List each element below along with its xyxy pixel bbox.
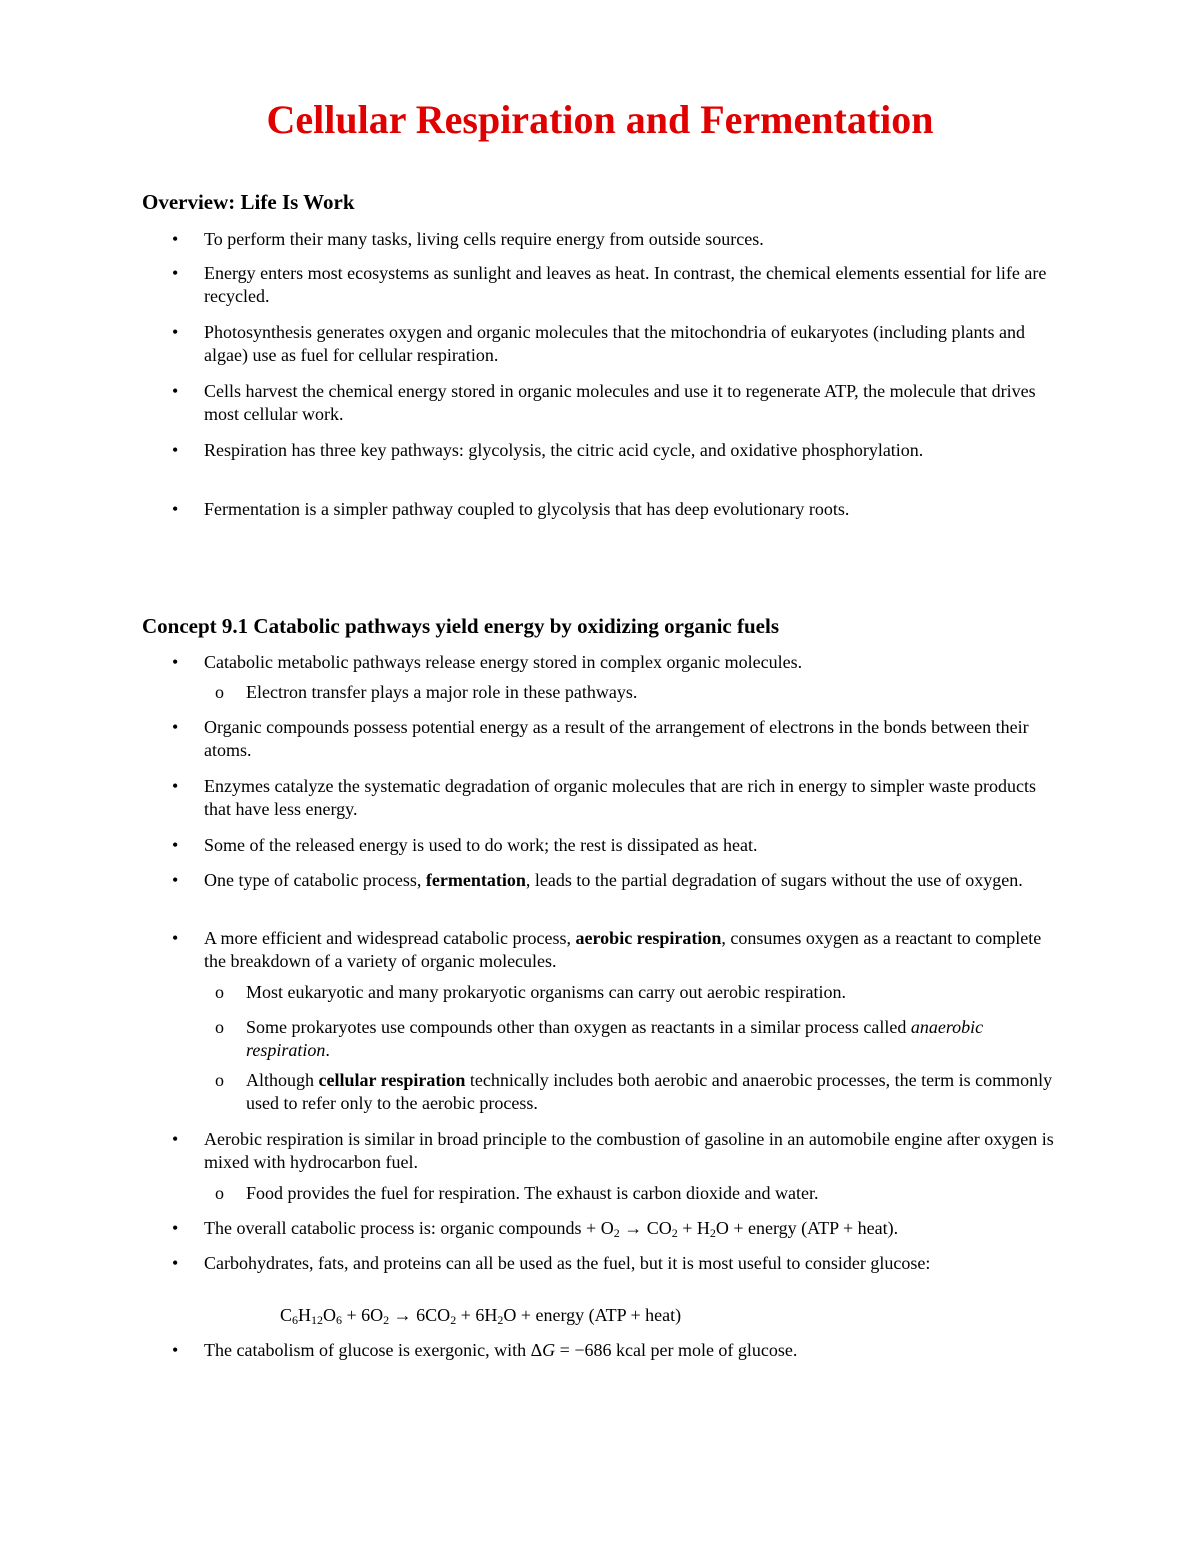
subscript: 2	[671, 1226, 678, 1240]
text-run: Some prokaryotes use compounds other than oxygen as reactants in a similar process called	[246, 1017, 911, 1037]
sub-bullet-icon: o	[215, 982, 224, 1002]
bullet-icon: •	[172, 835, 179, 855]
list-item: Aerobic respiration is similar in broad principle to the combustion of gasoline in an automobile engine after oxygen is mixed with hydrocarbon fuel.	[204, 1129, 1054, 1172]
list-item: To perform their many tasks, living cells require energy from outside sources.	[204, 229, 764, 249]
text-run: + 6H	[456, 1305, 498, 1325]
bullet-icon: •	[172, 717, 179, 737]
text-run: .	[325, 1040, 330, 1060]
subscript: 12	[311, 1313, 324, 1327]
list-item	[204, 869, 1064, 892]
bullet-icon: •	[172, 440, 179, 460]
term-anaerobic-respiration: anaerobic respiration	[246, 1017, 984, 1060]
list-item: Catabolic metabolic pathways release energy stored in complex organic molecules.	[204, 652, 803, 672]
text-run: = −686 kcal per mole of glucose.	[555, 1340, 798, 1360]
text-run: A more efficient and widespread catabolic process,	[204, 928, 576, 948]
sub-list-item	[246, 1016, 1064, 1062]
bullet-icon: •	[172, 499, 179, 519]
subscript: 2	[383, 1313, 390, 1327]
bullet-icon: •	[172, 322, 179, 342]
bullet-icon: •	[172, 928, 179, 948]
subscript: 2	[497, 1313, 504, 1327]
bullet-icon: •	[172, 1218, 179, 1238]
text-run: O + energy (ATP + heat)	[503, 1305, 682, 1325]
term-cellular-respiration: cellular respiration	[318, 1070, 466, 1090]
term-aerobic-respiration: aerobic respiration	[575, 928, 722, 948]
text-run: O + energy (ATP + heat).	[715, 1218, 899, 1238]
text-run: , leads to the partial degradation of sugars without the use of oxygen.	[525, 870, 1023, 890]
list-item: Energy enters most ecosystems as sunlight and leaves as heat. In contrast, the chemical elements essential for life are recycled.	[204, 263, 1047, 306]
bullet-icon: •	[172, 381, 179, 401]
bullet-icon: •	[172, 229, 179, 249]
list-item: Cells harvest the chemical energy stored in organic molecules and use it to regenerate ATP, the molecule that drives most cellular work.	[204, 381, 1036, 424]
bullet-icon: •	[172, 1340, 179, 1360]
subscript: 6	[292, 1313, 299, 1327]
text-run: The catabolism of glucose is exergonic, with Δ	[204, 1340, 543, 1360]
bullet-icon: •	[172, 1253, 179, 1273]
text-run: → CO	[619, 1218, 672, 1238]
sub-bullet-icon: o	[215, 1070, 224, 1090]
list-item	[204, 927, 1064, 973]
sub-bullet-icon: o	[215, 1017, 224, 1037]
bullet-icon: •	[172, 870, 179, 890]
subscript: 2	[613, 1226, 620, 1240]
page-title: Cellular Respiration and Fermentation	[266, 97, 934, 142]
subscript: 2	[709, 1226, 716, 1240]
list-item: Organic compounds possess potential energy as a result of the arrangement of electrons in the bonds between their atoms.	[204, 717, 1029, 760]
sub-list-item: Food provides the fuel for respiration. The exhaust is carbon dioxide and water.	[246, 1183, 819, 1203]
subscript: 6	[336, 1313, 343, 1327]
text-run: One type of catabolic process,	[204, 870, 426, 890]
section-heading-concept-9-1: Concept 9.1 Catabolic pathways yield energy by oxidizing organic fuels	[142, 614, 780, 638]
list-item: Fermentation is a simpler pathway coupled to glycolysis that has deep evolutionary roots.	[204, 499, 850, 519]
section-heading-overview: Overview: Life Is Work	[142, 190, 355, 214]
bullet-icon: •	[172, 776, 179, 796]
symbol-g: G	[542, 1340, 556, 1360]
text-run: Although	[246, 1070, 319, 1090]
sub-bullet-icon: o	[215, 1183, 224, 1203]
bullet-icon: •	[172, 263, 179, 283]
bullet-icon: •	[172, 1129, 179, 1149]
term-fermentation: fermentation	[425, 870, 526, 890]
text-run: technically includes both aerobic and anaerobic processes, the term is commonly used to refer only to the aerobic process.	[246, 1070, 1053, 1113]
text-run: , consumes oxygen as a reactant to complete the breakdown of a variety of organic molecules.	[204, 928, 1042, 971]
sub-list-item: Electron transfer plays a major role in these pathways.	[246, 682, 638, 702]
subscript: 2	[450, 1313, 457, 1327]
list-item: Photosynthesis generates oxygen and organic molecules that the mitochondria of eukaryotes (including plants and algae) use as fuel for cellular respiration.	[204, 322, 1025, 365]
list-item: Some of the released energy is used to do work; the rest is dissipated as heat.	[204, 835, 758, 855]
bullet-icon: •	[172, 652, 179, 672]
text-run: + 6O	[342, 1305, 384, 1325]
list-item: Respiration has three key pathways: glycolysis, the citric acid cycle, and oxidative phosphorylation.	[204, 440, 924, 460]
text-run: C	[280, 1305, 293, 1325]
list-item	[204, 1217, 1064, 1240]
sub-bullet-icon: o	[215, 682, 224, 702]
glucose-equation	[280, 1304, 681, 1327]
sub-list-item	[246, 1069, 1064, 1115]
text-run: H	[298, 1305, 312, 1325]
list-item	[204, 1339, 1064, 1362]
list-item: Enzymes catalyze the systematic degradation of organic molecules that are rich in energy to simpler waste products that have less energy.	[204, 776, 1037, 819]
text-run: The overall catabolic process is: organic compounds + O	[204, 1218, 614, 1238]
text-run: O	[323, 1305, 337, 1325]
sub-list-item: Most eukaryotic and many prokaryotic organisms can carry out aerobic respiration.	[246, 982, 846, 1002]
text-run: + H	[677, 1218, 710, 1238]
text-run: → 6CO	[389, 1305, 451, 1325]
list-item: Carbohydrates, fats, and proteins can all be used as the fuel, but it is most useful to consider glucose:	[204, 1253, 931, 1273]
